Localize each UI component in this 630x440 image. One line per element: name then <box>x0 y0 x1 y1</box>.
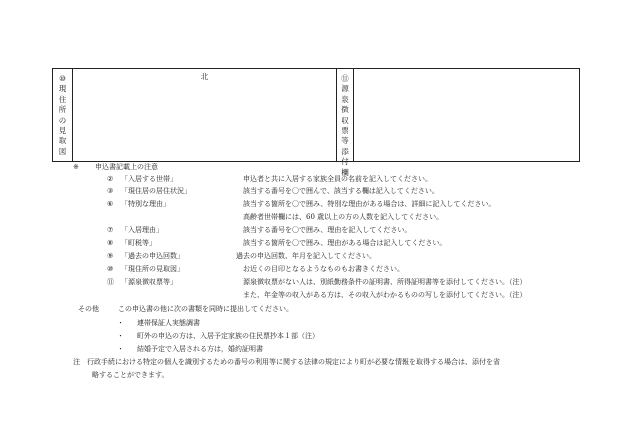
note-number: ③ <box>107 187 114 195</box>
note-description: 該当する箇所を〇で囲み、理由がある場合は記入してください。 <box>243 239 447 247</box>
note-label: 「現住所の見取図」 <box>121 265 184 273</box>
other-text: この申込書の他に次の書類を同時に提出してください。 <box>118 305 293 313</box>
notes-heading: 申込書記載上の注意 <box>95 163 158 171</box>
footnote-line-2: 略することができます。 <box>92 371 169 379</box>
vertical-glyph: 徴 <box>341 105 349 115</box>
note-number: ⑥ <box>107 200 114 208</box>
note-label: 「入居理由」 <box>121 226 163 234</box>
other-label: その他 <box>78 305 99 313</box>
note-description: お近くの目印となるようなものもお書きください。 <box>243 265 404 273</box>
footnote-line-1: 注 行政手続における特定の個人を識別するための番号の利用等に関する法律の規定により町が必要な情報を取得する場合は、添付を省 <box>73 358 500 366</box>
vertical-glyph: 住 <box>58 94 67 104</box>
bullet-mark: ・ <box>117 345 124 353</box>
note-number: ⑧ <box>107 239 114 247</box>
bullet-text: 結婚予定で入居される方は，婚約証明書 <box>137 345 263 353</box>
note-description: 申込者と共に入居する家族全員の名前を記入してください。 <box>243 175 432 183</box>
vertical-glyph: 欄 <box>341 167 349 177</box>
note-number: ② <box>107 175 114 183</box>
note-description: 該当する番号を〇で囲んで、該当する欄は記入してください。 <box>243 187 439 195</box>
vertical-glyph: 収 <box>341 115 349 125</box>
note-description: 高齢者世帯欄には、60 歳以上の方の人数を記入してください。 <box>243 213 444 221</box>
vertical-glyph: 所 <box>58 105 67 115</box>
vertical-glyph: ⑪ <box>341 74 349 83</box>
bullet-text: 町外の申込の方は、入居予定家族の住民票抄本１部（注） <box>137 332 319 340</box>
note-label: 「特別な理由」 <box>121 200 170 208</box>
note-description: 該当する箇所を〇で囲み、特別な理由がある場合は、詳細に記入してください。 <box>243 200 496 208</box>
note-number: ⑩ <box>107 265 114 273</box>
bullet-text: 連帯保証人実態調書 <box>137 319 200 327</box>
vertical-glyph: 等 <box>341 136 349 146</box>
vertical-glyph: 添 <box>341 146 349 156</box>
vertical-glyph: 見 <box>58 126 67 136</box>
vertical-glyph: 取 <box>58 136 67 146</box>
vertical-glyph: 現 <box>58 84 67 94</box>
note-description: 該当する番号を〇で囲み、理由を記入してください。 <box>243 226 412 234</box>
note-number: ⑨ <box>107 252 114 260</box>
note-description: 過去の申込回数、年月を記入してください。 <box>236 252 376 260</box>
note-description: 源泉徴収票がない人は、別紙勤務条件の証明書、所得証明書等を添付してください。（注） <box>243 278 527 286</box>
vertical-glyph: の <box>58 115 67 125</box>
note-label: 「源泉徴収票等」 <box>121 278 177 286</box>
vertical-glyph: 泉 <box>341 94 349 104</box>
vertical-glyph: 付 <box>341 157 349 167</box>
note-label: 「町税等」 <box>121 239 156 247</box>
north-label: 北 <box>200 72 209 81</box>
note-description: また、年金等の収入がある方は、その収入がわかるものの写しを添付してください。（注） <box>243 291 527 299</box>
note-label: 「過去の申込回数」 <box>121 252 184 260</box>
notes-marker: ※ <box>73 163 79 171</box>
note-label: 「現住居の居住状況」 <box>121 187 191 195</box>
note-number: ⑦ <box>107 226 114 234</box>
bullet-mark: ・ <box>117 332 124 340</box>
vertical-glyph: ⑩ <box>59 74 66 83</box>
bullet-mark: ・ <box>117 319 124 327</box>
note-label: 「入居する世帯」 <box>121 175 177 183</box>
vertical-glyph: 図 <box>58 146 67 156</box>
vertical-glyph: 源 <box>341 84 349 94</box>
vertical-glyph: 票 <box>341 126 349 136</box>
note-number: ⑪ <box>107 278 114 286</box>
